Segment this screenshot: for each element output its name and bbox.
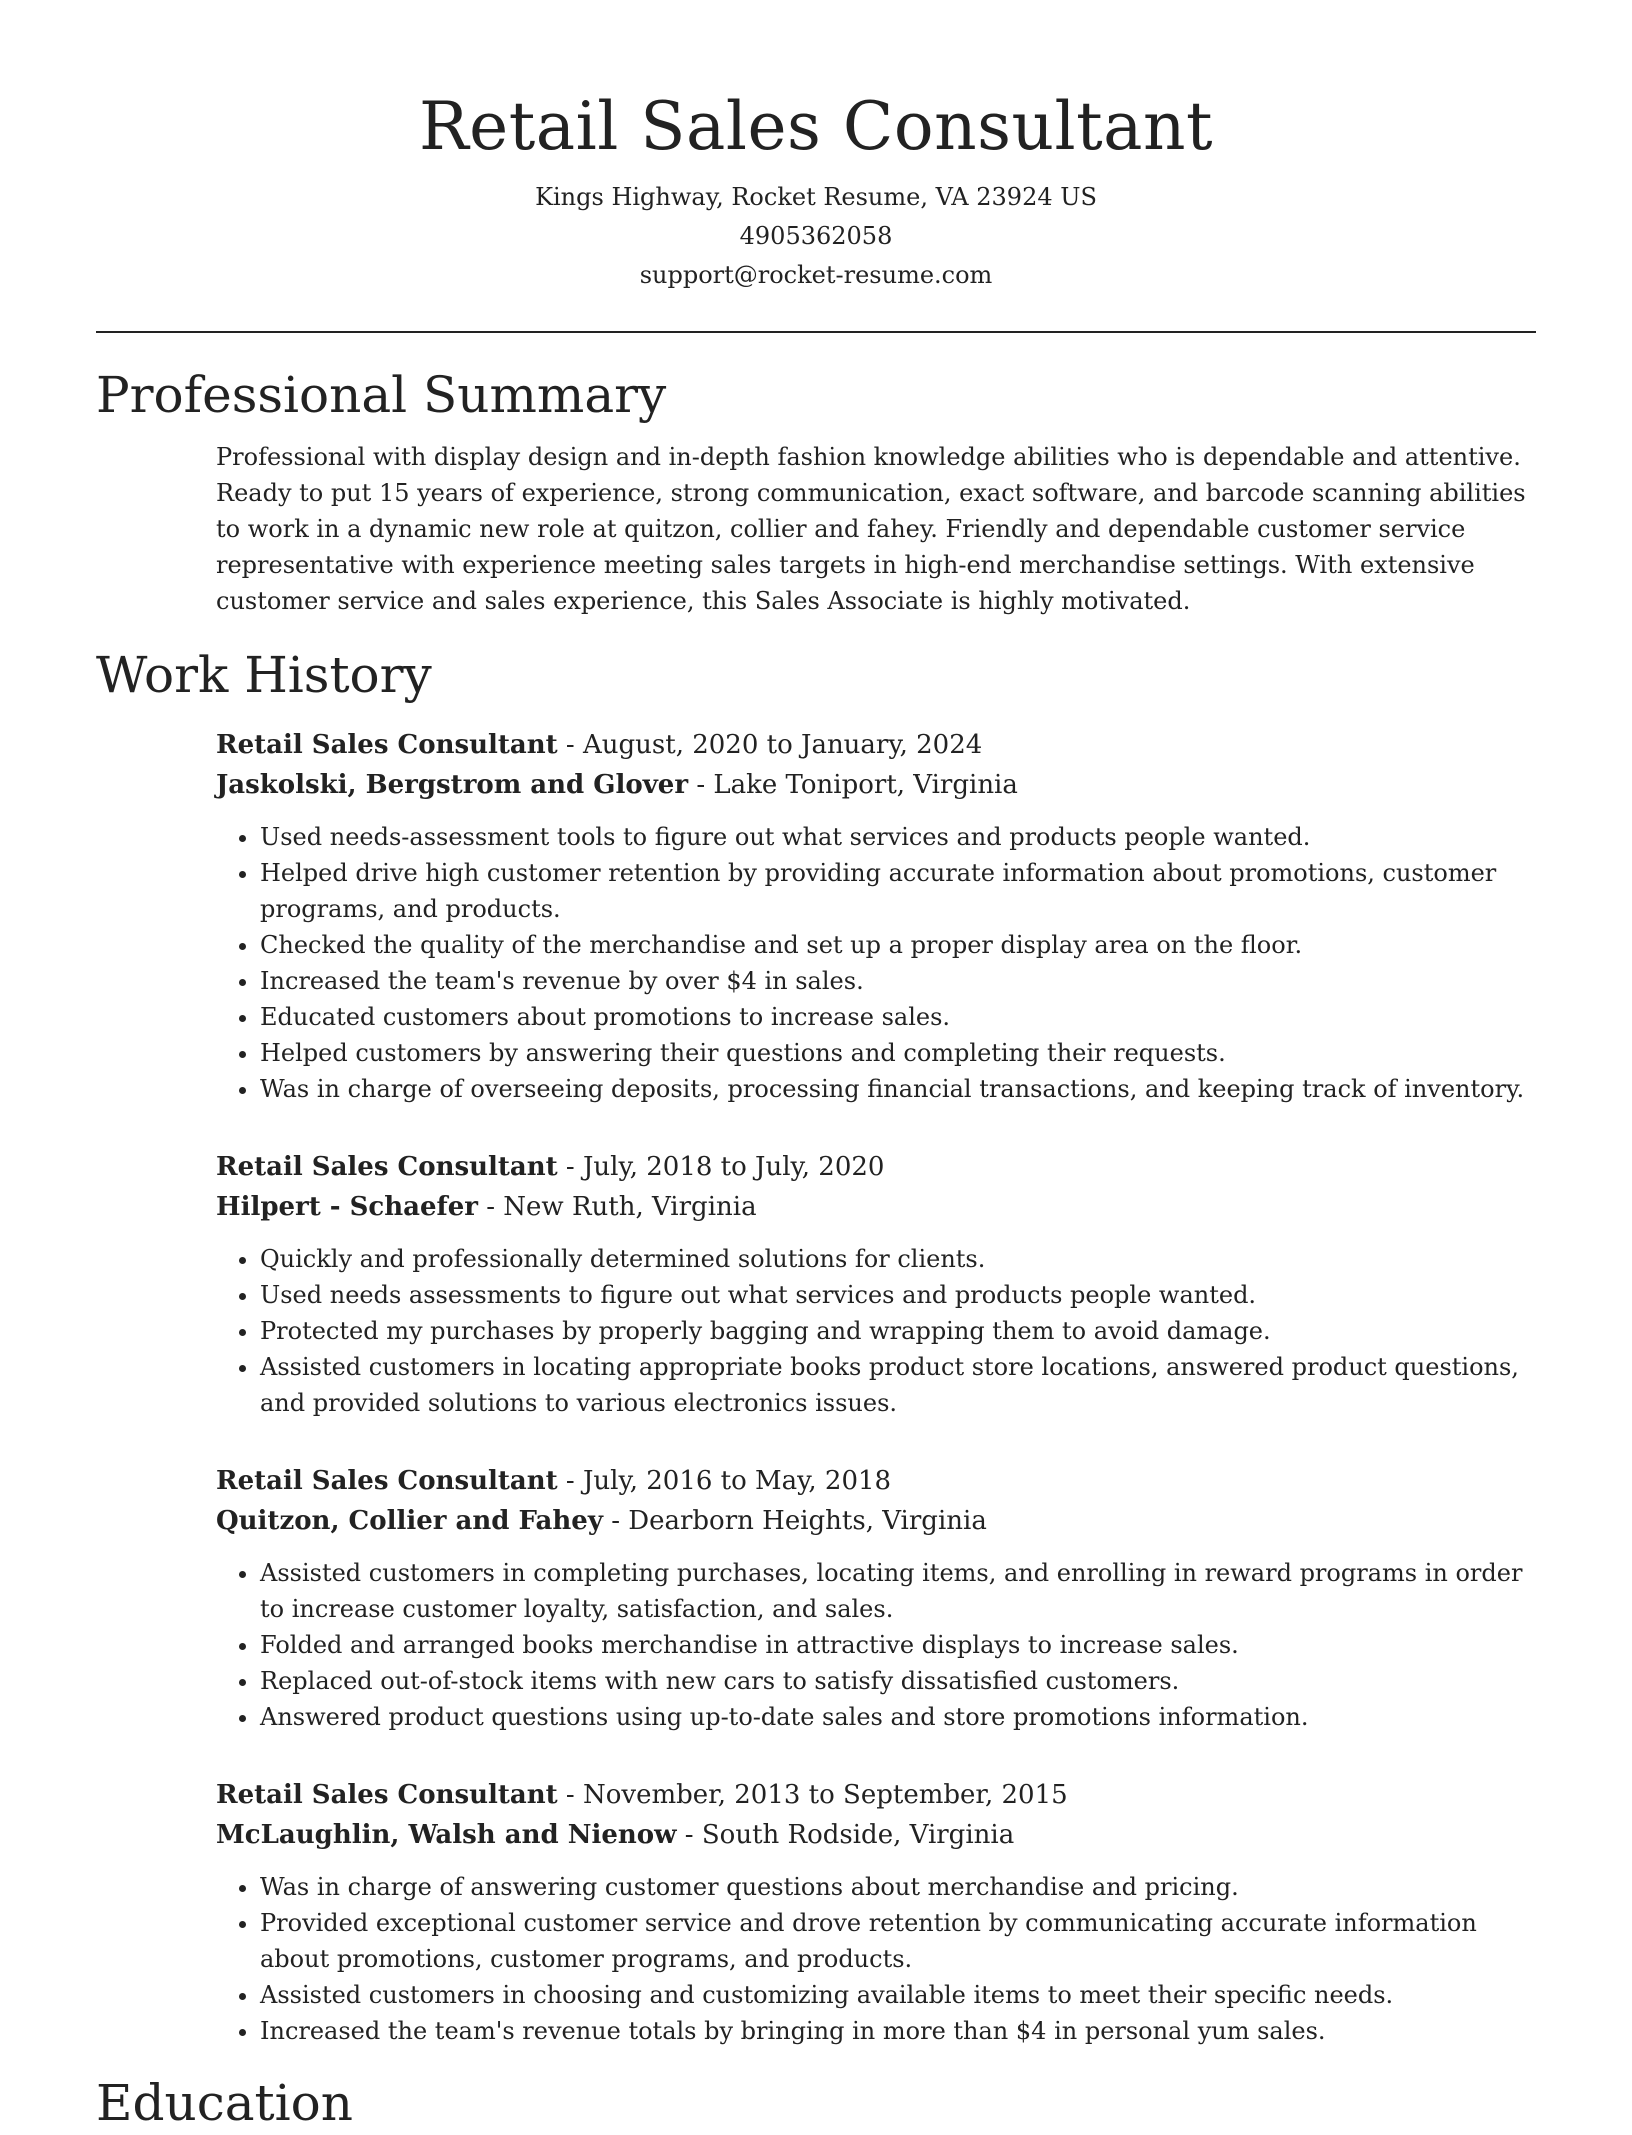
job-bullets [216, 1869, 1536, 2049]
job-bullets [216, 1241, 1536, 1421]
job-dates: - November, 2013 to September, 2015 [557, 1780, 1068, 1810]
list-item: • Helped customers by answering their questions and completing their requests. [260, 1035, 1536, 1071]
job-title-line [216, 1147, 1536, 1187]
job-company: Jaskolski, Bergstrom and Glover [216, 770, 689, 800]
education-heading: Education [96, 2074, 353, 2132]
list-item: • Folded and arranged books merchandise in attractive displays to increase sales. [260, 1627, 1536, 1663]
list-item: • Quickly and professionally determined solutions for clients. [260, 1241, 1536, 1277]
job-bullets [216, 1555, 1536, 1735]
job-role: Retail Sales Consultant [216, 1466, 558, 1496]
list-item: • Answered product questions using up-to-date sales and store promotions information. [260, 1699, 1536, 1735]
list-item: • Used needs-assessment tools to figure out what services and products people wanted. [260, 819, 1536, 855]
list-item: • Increased the team's revenue totals by bringing in more than $4 in personal yum sales. [260, 2013, 1536, 2049]
job-title-line [216, 725, 1536, 765]
resume-header [96, 0, 1536, 295]
job-location: - Dearborn Heights, Virginia [602, 1506, 987, 1536]
job-title-line [216, 1775, 1536, 1815]
summary-heading: Professional Summary [96, 366, 667, 424]
contact-info [96, 178, 1536, 295]
job-company-line [216, 765, 1536, 805]
list-item: • Was in charge of answering customer questions about merchandise and pricing. [260, 1869, 1536, 1905]
job-location: - Lake Toniport, Virginia [688, 770, 1018, 800]
list-item: • Assisted customers in choosing and customizing available items to meet their specific needs. [260, 1977, 1536, 2013]
list-item: • Used needs assessments to figure out what services and products people wanted. [260, 1277, 1536, 1313]
list-item: • Was in charge of overseeing deposits, processing financial transactions, and keeping track of inventory. [260, 1071, 1536, 1107]
resume-page [96, 0, 1536, 2135]
list-item: • Replaced out-of-stock items with new cars to satisfy dissatisfied customers. [260, 1663, 1536, 1699]
email: support@rocket-resume.com [639, 261, 993, 289]
list-item: • Educated customers about promotions to increase sales. [260, 999, 1536, 1035]
job-location: - South Rodside, Virginia [676, 1820, 1015, 1850]
list-item: • Provided exceptional customer service and drove retention by communicating accurate information about promotions, customer programs, and products. [260, 1905, 1536, 1977]
work-history-heading: Work History [96, 646, 432, 704]
job-role: Retail Sales Consultant [216, 1780, 558, 1810]
job-role: Retail Sales Consultant [216, 1152, 558, 1182]
job-entry [216, 725, 1536, 1107]
list-item: • Protected my purchases by properly bagging and wrapping them to avoid damage. [260, 1313, 1536, 1349]
header-divider [96, 331, 1536, 333]
list-item: • Assisted customers in locating appropriate books product store locations, answered product questions, and provided solutions to various electronics issues. [260, 1349, 1536, 1421]
list-item: • Increased the team's revenue by over $4 in sales. [260, 963, 1536, 999]
job-title-line [216, 1461, 1536, 1501]
job-dates: - July, 2018 to July, 2020 [557, 1152, 885, 1182]
job-company-line [216, 1815, 1536, 1855]
job-bullets [216, 819, 1536, 1107]
job-entry [216, 1775, 1536, 2049]
job-company: McLaughlin, Walsh and Nienow [216, 1820, 677, 1850]
job-company: Hilpert - Schaefer [216, 1192, 478, 1222]
job-entry [216, 1461, 1536, 1735]
resume-name: Retail Sales Consultant [418, 88, 1214, 165]
job-company-line [216, 1187, 1536, 1227]
address: Kings Highway, Rocket Resume, VA 23924 US [535, 183, 1097, 211]
job-entry [216, 1147, 1536, 1421]
job-company-line [216, 1501, 1536, 1541]
summary-text: Professional with display design and in-depth fashion knowledge abilities who is dependable and attentive. Ready to put 15 years of experience, strong communication, exact software, and barcode scanning abilities to work in a dynamic new role at quitzon, collier and fahey. Friendly and dependable customer service representative with experience meeting sales targets in high-end merchandise settings. With extensive customer service and sales experience, this Sales Associate is highly motivated. [216, 443, 1526, 615]
work-history-list [216, 725, 1536, 2049]
list-item: • Checked the quality of the merchandise and set up a proper display area on the floor. [260, 927, 1536, 963]
phone: 4905362058 [739, 222, 893, 250]
job-location: - New Ruth, Virginia [477, 1192, 757, 1222]
job-company: Quitzon, Collier and Fahey [216, 1506, 603, 1536]
job-dates: - July, 2016 to May, 2018 [557, 1466, 892, 1496]
list-item: • Assisted customers in completing purchases, locating items, and enrolling in reward programs in order to increase customer loyalty, satisfaction, and sales. [260, 1555, 1536, 1627]
job-role: Retail Sales Consultant [216, 730, 558, 760]
job-dates: - August, 2020 to January, 2024 [557, 730, 983, 760]
list-item: • Helped drive high customer retention by providing accurate information about promotions, customer programs, and products. [260, 855, 1536, 927]
